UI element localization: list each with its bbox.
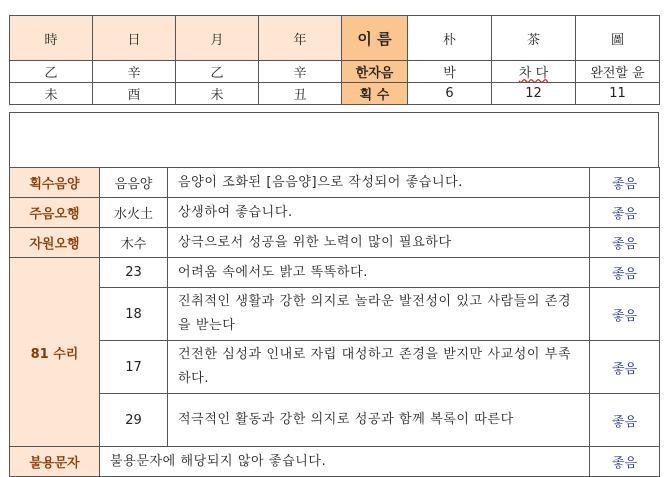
name-label: 이 름 — [342, 16, 408, 61]
forbidden-char-result: 좋음 — [590, 447, 660, 477]
stroke-count-1: 6 — [408, 83, 492, 105]
pillar-year-header: 年 — [259, 16, 342, 61]
sound-element-value: 水火土 — [100, 198, 168, 228]
suri-desc: 건전한 심성과 인내로 자립 대성하고 존경을 받지만 사교성이 부족하다. — [168, 341, 590, 394]
pillar-hour-branch: 未 — [10, 83, 93, 105]
stroke-yinyang-label: 획수음양 — [10, 168, 100, 198]
name-char-2: 茶 — [492, 16, 576, 61]
pillar-month-branch: 未 — [176, 83, 259, 105]
suri-desc: 적극적인 활동과 강한 의지로 성공과 함께 복록이 따른다 — [168, 394, 590, 447]
analysis-table — [9, 167, 660, 477]
pillar-day-stem: 辛 — [93, 61, 176, 83]
name-char-1: 朴 — [408, 16, 492, 61]
suri-desc: 진취적인 생활과 강한 의지로 놀라운 발전성이 있고 사람들의 존경을 받는다 — [168, 288, 590, 341]
sound-element-desc: 상생하여 좋습니다. — [168, 198, 590, 228]
source-element-label: 자원오행 — [10, 228, 100, 258]
stroke-yinyang-value: 음음양 — [100, 168, 168, 198]
suri-result: 좋음 — [590, 288, 660, 341]
stroke-label: 획 수 — [342, 83, 408, 105]
hanja-reading-2 — [492, 61, 576, 83]
stroke-yinyang-result: 좋음 — [590, 168, 660, 198]
suri-number: 23 — [100, 258, 168, 288]
sound-element-label: 주음오행 — [10, 198, 100, 228]
pillar-hour-header: 時 — [10, 16, 93, 61]
hanja-reading-1: 박 — [408, 61, 492, 83]
pillar-month-stem: 乙 — [176, 61, 259, 83]
suri-result: 좋음 — [590, 258, 660, 288]
source-element-result: 좋음 — [590, 228, 660, 258]
suri-label: 81 수리 — [10, 258, 100, 447]
suri-number: 29 — [100, 394, 168, 447]
hanja-reading-2-text: 차 다 — [518, 66, 549, 81]
pillar-month-header: 月 — [176, 16, 259, 61]
pillar-year-stem: 辛 — [259, 61, 342, 83]
suri-result: 좋음 — [590, 394, 660, 447]
stroke-count-3: 11 — [576, 83, 660, 105]
pillar-hour-stem: 乙 — [10, 61, 93, 83]
hanja-reading-3: 완전할 윤 — [576, 61, 660, 83]
suri-result: 좋음 — [590, 341, 660, 394]
forbidden-char-label: 불용문자 — [10, 447, 100, 477]
suri-desc: 어려움 속에서도 밝고 똑똑하다. — [168, 258, 590, 288]
stroke-yinyang-desc: 음양이 조화된 [음음양]으로 작성되어 좋습니다. — [168, 168, 590, 198]
saju-name-table — [9, 15, 660, 105]
suri-number: 18 — [100, 288, 168, 341]
pillar-day-header: 日 — [93, 16, 176, 61]
pillar-day-branch: 酉 — [93, 83, 176, 105]
hanja-label: 한자음 — [342, 61, 408, 83]
pillar-year-branch: 丑 — [259, 83, 342, 105]
sound-element-result: 좋음 — [590, 198, 660, 228]
stroke-count-2: 12 — [492, 83, 576, 105]
source-element-value: 木수 — [100, 228, 168, 258]
source-element-desc: 상극으로서 성공을 위한 노력이 많이 필요하다 — [168, 228, 590, 258]
blank-box — [9, 112, 659, 168]
name-char-3: 圖 — [576, 16, 660, 61]
forbidden-char-desc: 불용문자에 해당되지 않아 좋습니다. — [100, 447, 590, 477]
suri-number: 17 — [100, 341, 168, 394]
